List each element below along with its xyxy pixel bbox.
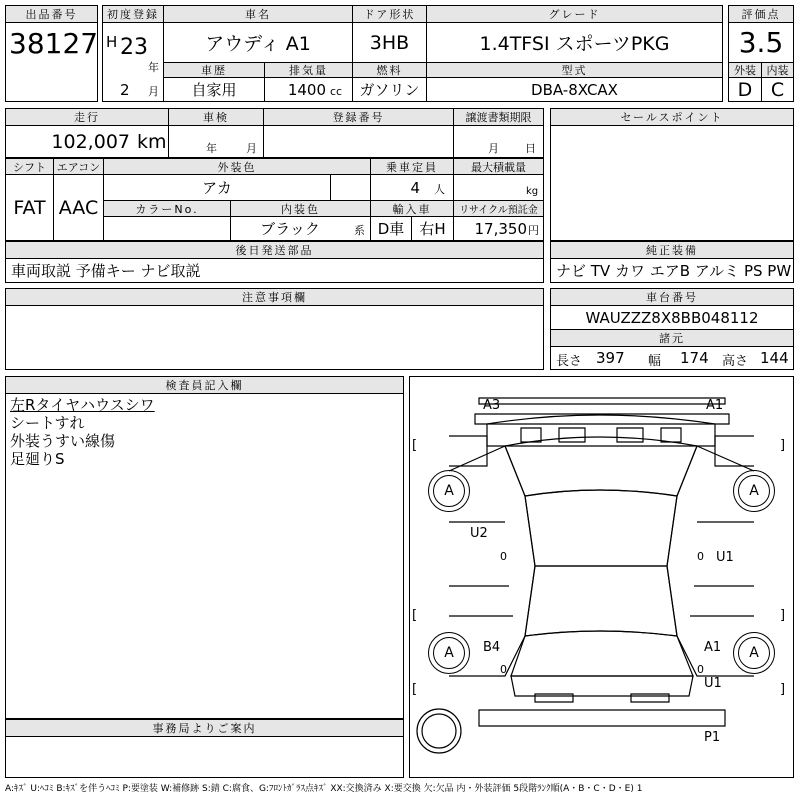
tire-front-right	[733, 470, 775, 512]
interior: C	[770, 78, 785, 101]
height: 144	[760, 349, 789, 367]
office-cell	[5, 736, 404, 778]
reg-no-label: 登録番号	[263, 108, 454, 126]
damage-mark-front-right: A1	[706, 398, 724, 413]
damage-mark-rear-right-lower: U1	[704, 676, 722, 691]
tire-rear-left-mark: A	[433, 637, 465, 669]
first-reg-month: 2	[120, 81, 130, 99]
legend: A:ｷｽﾞ U:ﾍｺﾐ B:ｷｽﾞを伴うﾍｺﾐ P:要塗装 W:補修跡 S:錆 C:腐食、G:ﾌﾛﾝﾄｶﾞﾗｽ点ｷｽﾞ XX:交換済み X:要交換 欠:欠品 内・外装評価 5段階ﾗﾝｸ順(A・B・C・D・E) 1	[5, 784, 643, 794]
first-reg-year-unit: 年	[148, 61, 159, 74]
displacement: 1400	[287, 80, 326, 99]
inspection-year-unit: 年	[206, 142, 217, 155]
grade: 1.4TFSI スポーツPKG	[479, 33, 670, 55]
inspector-line: シートすれ	[10, 414, 85, 432]
mileage-label: 走行	[5, 108, 169, 126]
capacity-label: 乗車定員	[370, 158, 454, 175]
car-name: アウディ A1	[205, 33, 311, 55]
mirror-bracket-left: [	[412, 438, 418, 453]
lot-no-label: 出品番号	[5, 5, 98, 23]
rear-bracket-right: ]	[780, 682, 786, 697]
car-name-label: 車名	[163, 5, 353, 23]
inspection-month-unit: 月	[246, 142, 257, 155]
pillar-mark: 0	[697, 550, 704, 563]
car-diagram	[409, 376, 794, 778]
damage-mark-left-door: U2	[470, 526, 488, 541]
tire-rear-left	[428, 632, 470, 674]
history-label: 車歴	[163, 62, 265, 78]
pillar-mark: 0	[500, 550, 507, 563]
int-color-label: 内装色	[230, 200, 371, 217]
first-reg-era: H	[106, 33, 118, 51]
interior-label: 内装	[761, 62, 794, 78]
ac-label: エアコン	[53, 158, 104, 175]
mileage: 102,007	[51, 130, 130, 153]
damage-mark-front-left: A3	[483, 398, 501, 413]
score-label: 評価点	[728, 5, 794, 23]
exterior-label: 外装	[728, 62, 762, 78]
inspector-line: 足廻りS	[10, 450, 65, 468]
side-bracket-left: [	[412, 608, 418, 623]
tire-rear-right	[733, 632, 775, 674]
color-no-cell	[103, 216, 231, 241]
color-no-label: カラーNo.	[103, 200, 231, 217]
inspection-label: 車検	[168, 108, 264, 126]
length: 397	[596, 349, 625, 367]
shift-label: シフト	[5, 158, 54, 175]
first-reg-month-unit: 月	[148, 85, 159, 98]
door: 3HB	[369, 31, 410, 54]
displacement-unit: cc	[330, 84, 343, 98]
max-load-label: 最大積載量	[453, 158, 544, 175]
ac: AAC	[58, 196, 99, 219]
first-reg-label: 初度登録	[102, 5, 164, 23]
recycle-label: リサイクル預託金	[453, 200, 544, 217]
capacity: 4	[410, 178, 420, 197]
displacement-label: 排気量	[264, 62, 353, 78]
shift: FAT	[13, 196, 46, 219]
damage-mark-rear-right: A1	[704, 640, 722, 655]
genuine-label: 純正装備	[550, 241, 794, 259]
fuel-label: 燃料	[352, 62, 427, 78]
ext-color: アカ	[202, 179, 232, 197]
chassis-label: 車台番号	[550, 288, 794, 306]
int-color: ブラック	[260, 220, 320, 238]
recycle: 17,350	[474, 219, 527, 238]
import-d: D車	[377, 220, 405, 238]
capacity-unit: 人	[434, 183, 445, 196]
tire-front-left-mark: A	[433, 475, 465, 507]
max-load-unit: kg	[526, 185, 539, 197]
chassis: WAUZZZ8X8BB048112	[585, 308, 759, 327]
tire-front-right-mark: A	[738, 475, 770, 507]
lot-no: 38127	[9, 26, 99, 60]
width-label: 幅	[648, 353, 662, 368]
parts-value: 車両取説 予備キー ナビ取説	[11, 262, 201, 280]
exterior: D	[737, 78, 753, 101]
import-h: 右H	[419, 220, 446, 238]
transfer-label: 譲渡書類期限	[453, 108, 544, 126]
transfer-month-unit: 月	[488, 142, 499, 155]
sales-point-cell	[550, 125, 794, 241]
ext-color-extra-cell	[330, 174, 371, 201]
rear-bracket-left: [	[412, 682, 418, 697]
ext-color-label: 外装色	[103, 158, 371, 175]
import-label: 輸入車	[370, 200, 454, 217]
height-label: 高さ	[722, 353, 749, 368]
specs-cell	[550, 346, 794, 370]
damage-mark-rear-left: B4	[483, 640, 501, 655]
length-label: 長さ	[556, 353, 582, 368]
office-label: 事務局よりご案内	[5, 719, 404, 737]
tire-front-left	[428, 470, 470, 512]
mileage-unit: km	[137, 130, 167, 153]
notes-label: 注意事項欄	[5, 288, 544, 306]
int-color-unit: 系	[354, 224, 365, 237]
grade-label: グレード	[426, 5, 723, 23]
reg-no-cell	[263, 125, 454, 158]
mirror-bracket-right: ]	[780, 438, 786, 453]
pillar-mark: 0	[500, 663, 507, 676]
parts-label: 後日発送部品	[5, 241, 544, 259]
notes-cell	[5, 305, 544, 370]
recycle-unit: 円	[528, 224, 539, 237]
first-reg-year: 23	[120, 34, 148, 60]
specs-label: 諸元	[550, 329, 794, 347]
inspector-label: 検査員記入欄	[5, 376, 404, 394]
transfer-day-unit: 日	[525, 142, 536, 155]
history: 自家用	[191, 81, 237, 99]
sales-point-label: セールスポイント	[550, 108, 794, 126]
side-bracket-right: ]	[780, 608, 786, 623]
model: DBA-8XCAX	[531, 80, 618, 99]
pillar-mark: 0	[697, 663, 704, 676]
damage-mark-rear-bumper: P1	[704, 730, 721, 745]
score: 3.5	[738, 26, 784, 59]
door-label: ドア形状	[352, 5, 427, 23]
genuine-value: ナビ TV カワ エアB アルミ PS PW	[556, 262, 792, 280]
model-label: 型式	[426, 62, 723, 78]
inspector-line: 左Rタイヤハウスシワ	[10, 396, 155, 414]
width: 174	[680, 349, 709, 367]
inspector-line: 外装うすい線傷	[10, 432, 116, 450]
tire-rear-right-mark: A	[738, 637, 770, 669]
fuel: ガソリン	[359, 81, 420, 99]
damage-mark-right-door: U1	[716, 550, 734, 565]
